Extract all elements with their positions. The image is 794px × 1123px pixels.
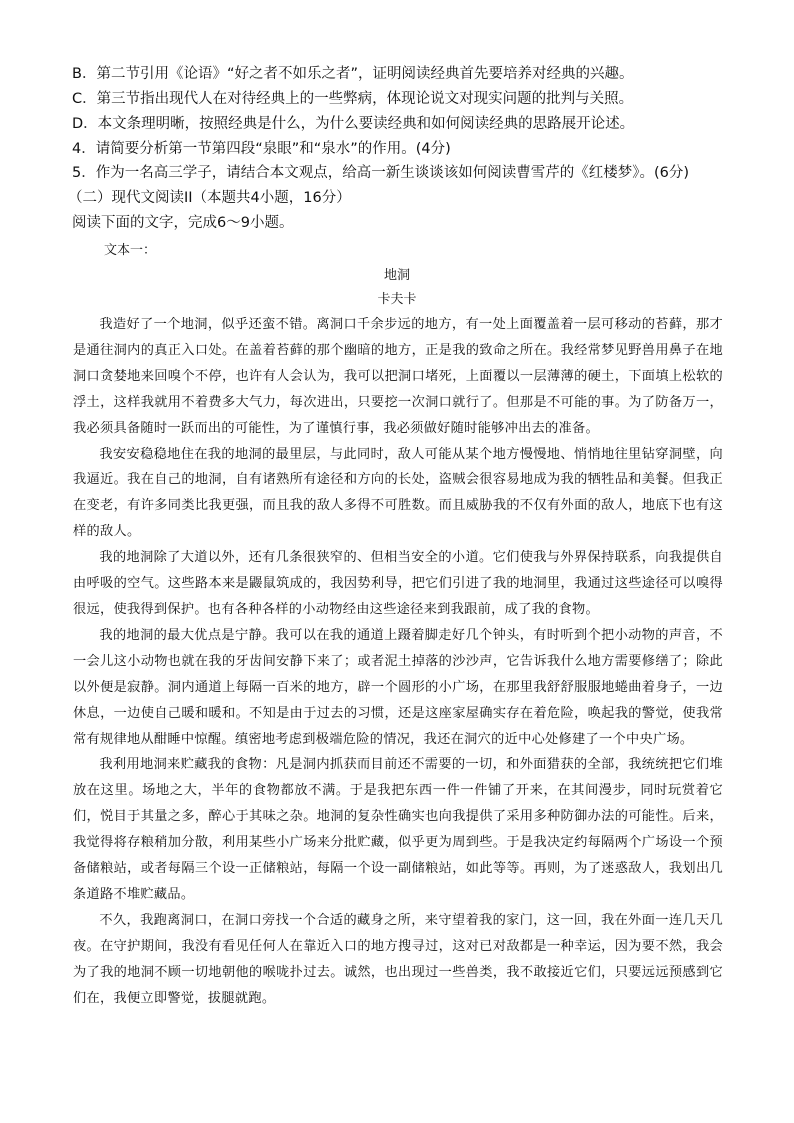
story-paragraph: 我的地洞的最大优点是宁静。我可以在我的通道上蹑着脚走好几个钟头，有时听到个把小动物的声音，不一会儿这小动物也就在我的牙齿间安静下来了；或者泥土掉落的沙沙声，它告诉我什么地方需要修缮了；除此以外便是寂静。洞内通道上每隔一百米的地方，辟一个圆形的小广场，在那里我舒舒服服地蜷曲着身子，一边休息，一边使自己暖和暖和。不知是由于过去的习惯，还是这座家屋确实存在着危险，唤起我的警觉，使我常常有规律地从酣睡中惊醒。缜密地考虑到极端危险的情况，我还在洞穴的近中心处修建了一个中央广场。 — [73, 627, 723, 747]
text-label: 文本一： — [104, 243, 157, 258]
question-4: 4．请简要分析第一节第四段“泉眼”和“泉水”的作用。(4分) — [72, 141, 451, 157]
story-paragraph: 不久，我跑离洞口，在洞口旁找一个合适的藏身之所，来守望着我的家门，这一回，我在外面一连几天几夜。在守护期间，我没有看见任何人在靠近入口的地方搜寻过，这对已对敌都是一种幸运，因为要不然，我会为了我的地洞不顾一切地朝他的喉咙扑过去。诚然，也出现过一些兽类，我不敢接近它们，只要远远预感到它们在，我便立即警觉，拔腿就跑。 — [73, 912, 723, 1006]
story-paragraph: 我安安稳稳地住在我的地洞的最里层，与此同时，敌人可能从某个地方慢慢地、悄悄地往里钻穿洞壁，向我逼近。我在自己的地洞，自有诸熟所有途径和方向的长处，盗贼会很容易地成为我的牺牲品和美餐。但我正在变老，有许多同类比我更强，而且我的敌人多得不可胜数。而且威胁我的不仅有外面的敌人，地底下也有这样的敌人。 — [73, 446, 723, 540]
section-heading: （二）现代文阅读II（本题共4小题，16分） — [68, 190, 351, 206]
story-body — [73, 312, 723, 1011]
story-paragraph: 我利用地洞来贮藏我的食物：凡是洞内抓获而目前还不需要的一切，和外面猎获的全部，我统统把它们堆放在这里。场地之大，半年的食物都放不满。于是我把东西一件一件铺了开来，在其间漫步，同时玩赏着它们，悦目于其量之多，醉心于其味之杂。地洞的复杂性确实也向我提供了采用多种防御办法的可能性。后来，我觉得将存粮稍加分散，利用某些小广场来分批贮藏，似乎更为周到些。于是我决定约每隔两个广场设一个预备储粮站，或者每隔三个设一正储粮站，每隔一个设一副储粮站，如此等等。再则，为了迷惑敌人，我划出几条道路不堆贮藏品。 — [73, 757, 723, 902]
story-paragraph: 我造好了一个地洞，似乎还蛮不错。离洞口千余步远的地方，有一处上面覆盖着一层可移动的苔藓，那才是通往洞内的真正入口处。在盖着苔藓的那个幽暗的地方，正是我的致命之所在。我经常梦见野兽用鼻子在地洞口贪婪地来回嗅个不停，也许有人会认为，我可以把洞口堵死，上面覆以一层薄薄的硬土，下面填上松软的浮土，这样我就用不着费多大气力，每次进出，只要挖一次洞口就行了。但那是不可能的事。为了防备万一，我必须具备随时一跃而出的可能性，为了谨慎行事，我必须做好随时能够冲出去的准备。 — [73, 317, 723, 436]
story-author: 卡夫卡 — [377, 292, 417, 307]
story-title: 地洞 — [383, 268, 410, 283]
story-paragraph: 我的地洞除了大道以外，还有几条很狭窄的、但相当安全的小道。它们使我与外界保持联系，向我提供自由呼吸的空气。这些路本来是鼹鼠筑成的，我因势利导，把它们引进了我的地洞里，我通过这些途径可以嗅得很远，使我得到保护。也有各种各样的小动物经由这些途径来到我跟前，成了我的食物。 — [73, 550, 723, 617]
option-c: C．第三节指出现代人在对待经典上的一些弊病，体现论说文对现实问题的批判与关照。 — [72, 91, 634, 107]
option-b: B．第二节引用《论语》“好之者不如乐之者”，证明阅读经典首先要培养对经典的兴趣。 — [72, 66, 634, 82]
reading-instruction: 阅读下面的文字，完成6～9小题。 — [72, 215, 294, 231]
question-5: 5．作为一名高三学子，请结合本文观点，给高一新生谈谈该如何阅读曹雪芹的《红楼梦》。(6分) — [72, 165, 690, 181]
option-d: D．本文条理明晰，按照经典是什么，为什么要读经典和如何阅读经典的思路展开论述。 — [72, 116, 635, 132]
